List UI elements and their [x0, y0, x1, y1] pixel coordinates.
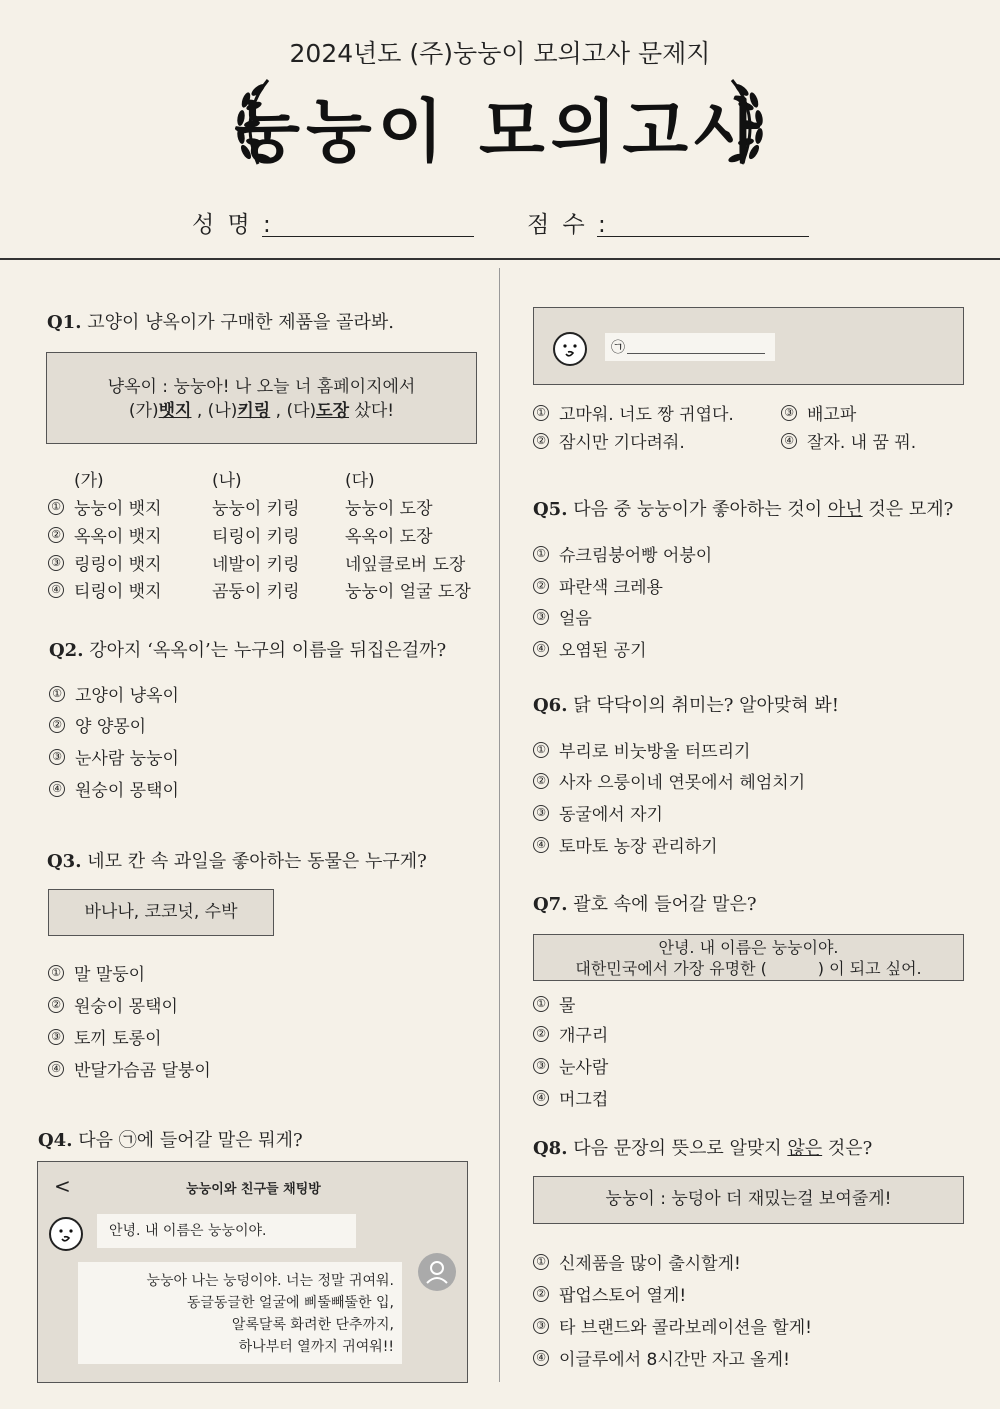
option-text: 고양이 냥옥이	[75, 686, 179, 706]
option-number: ②	[48, 527, 64, 543]
q5-text-pre: 다음 중 눙눙이가 좋아하는 것이	[573, 499, 828, 520]
q1-option-1-b: 눙눙이 키링	[212, 499, 300, 519]
option-text: 사자 으룽이네 연못에서 헤엄치기	[559, 773, 806, 793]
q4-option-3[interactable]	[781, 400, 856, 425]
chat-message-2-line: 눙눙아 나는 눙덩이야. 너는 정말 귀여워.	[146, 1273, 394, 1289]
option-text: 동굴에서 자기	[559, 805, 663, 825]
option-number: ④	[533, 641, 549, 657]
q2-option-3[interactable]	[49, 744, 179, 769]
q1-number: Q1.	[47, 312, 82, 333]
option-text: 파란색 크레용	[559, 578, 663, 598]
q7-number: Q7.	[533, 894, 568, 915]
option-number: ①	[533, 742, 549, 758]
q8-quote-box: 눙눙이 : 눙덩아 더 재밌는걸 보여줄게!	[533, 1176, 964, 1224]
back-arrow-icon[interactable]: <	[54, 1174, 71, 1198]
q7-option-3[interactable]	[533, 1053, 608, 1078]
chat-message-2-line: 알록달록 화려한 단추까지,	[231, 1317, 394, 1333]
q3-title	[47, 847, 427, 873]
q1-label-da: , (다)	[270, 401, 317, 421]
q1-word-stamp: 도장	[316, 401, 349, 421]
q8-option-4[interactable]	[533, 1345, 790, 1370]
q2-option-2[interactable]	[49, 712, 146, 737]
column-divider	[499, 268, 500, 1382]
q5-number: Q5.	[533, 499, 568, 520]
q7-title	[533, 890, 757, 916]
name-label: 성 명 :	[192, 212, 274, 238]
nungnung-face-icon	[553, 332, 587, 366]
option-text: 신제품을 많이 출시할게!	[559, 1254, 741, 1274]
q4-title	[38, 1126, 303, 1152]
option-text: 타 브랜드와 콜라보레이션을 할게!	[559, 1318, 812, 1338]
q1-label-na: , (나)	[191, 401, 238, 421]
option-text: 부리로 비눗방울 터뜨리기	[559, 742, 751, 762]
q6-number: Q6.	[533, 695, 568, 716]
q5-option-1[interactable]	[533, 541, 712, 566]
option-text: 슈크림붕어빵 어붕이	[559, 546, 713, 566]
option-number: ①	[533, 405, 549, 421]
q4-reply-box	[533, 307, 964, 385]
option-number: ③	[533, 1318, 549, 1334]
q4-option-1[interactable]	[533, 400, 734, 425]
option-number: ③	[533, 609, 549, 625]
q8-text-pre: 다음 문장의 뜻으로 알맞지	[573, 1138, 788, 1159]
q6-option-4[interactable]	[533, 832, 718, 857]
option-number: ①	[49, 686, 65, 702]
option-number: ①	[48, 499, 64, 515]
q1-option-3-b: 네발이 키링	[212, 555, 300, 575]
option-number: ③	[48, 555, 64, 571]
q5-text-emphasis: 아닌	[827, 499, 863, 520]
q7-option-1[interactable]	[533, 991, 575, 1016]
q8-title	[533, 1134, 872, 1160]
q2-title	[49, 636, 446, 662]
option-text: 개구리	[559, 1026, 609, 1046]
q1-quote-line2	[47, 399, 476, 423]
q1-option-3-c: 네잎클로버 도장	[345, 555, 466, 575]
option-text: 눈사람 눙눙이	[75, 749, 179, 769]
q6-option-3[interactable]	[533, 800, 663, 825]
q8-option-3[interactable]	[533, 1313, 812, 1338]
q5-option-4[interactable]	[533, 636, 647, 661]
option-text: 원숭이 몽택이	[75, 781, 179, 801]
q3-option-2[interactable]	[48, 992, 178, 1017]
option-text: 토마토 농장 관리하기	[559, 837, 718, 857]
q3-option-1[interactable]	[48, 960, 145, 985]
q1-option-1-c: 눙눙이 도장	[345, 499, 433, 519]
q3-text: 네모 칸 속 과일을 좋아하는 동물은 누구게?	[87, 851, 427, 872]
option-text: 원숭이 몽택이	[74, 997, 178, 1017]
option-number: ②	[533, 773, 549, 789]
option-number: ②	[533, 433, 549, 449]
option-text: 반달가슴곰 달붕이	[74, 1061, 211, 1081]
q1-word-badge: 뱃지	[158, 401, 192, 421]
option-number: ④	[48, 582, 64, 598]
option-number: ③	[48, 1029, 64, 1045]
option-number: ③	[533, 1058, 549, 1074]
q1-quote-line1: 냥옥이 : 눙눙아! 나 오늘 너 홈페이지에서	[107, 377, 416, 397]
option-number: ②	[533, 1286, 549, 1302]
chat-message-2-line: 하나부터 열까지 귀여워!!	[238, 1339, 394, 1355]
q7-option-4[interactable]	[533, 1085, 608, 1110]
option-number: ③	[533, 805, 549, 821]
exam-title: 눙눙이 모의고사	[234, 93, 766, 172]
q2-text: 강아지 ‘옥옥이’는 누구의 이름을 뒤집은걸까?	[89, 640, 447, 661]
q1-title	[47, 308, 394, 334]
option-text: 양 양몽이	[75, 717, 147, 737]
exam-subtitle: 2024년도 (주)눙눙이 모의고사 문제지	[289, 39, 711, 68]
q1-option-4-b: 곰둥이 키링	[212, 582, 300, 602]
option-text: 눈사람	[559, 1058, 609, 1078]
q8-text-emphasis: 않은	[787, 1138, 823, 1159]
q1-quote-end: 샀다!	[349, 401, 395, 421]
option-text: 잠시만 기다려줘.	[559, 433, 685, 453]
q7-option-2[interactable]	[533, 1021, 608, 1046]
option-number: ④	[49, 781, 65, 797]
option-text: 고마워. 너도 짱 귀엽다.	[559, 405, 734, 425]
q3-fruit-box: 바나나, 코코넛, 수박	[48, 889, 274, 936]
q1-option-2-b: 티링이 키링	[212, 527, 300, 547]
q1-option-1-a: 눙눙이 뱃지	[74, 499, 162, 519]
q1-option-3-a: 링링이 뱃지	[74, 555, 162, 575]
score-label: 점 수 :	[527, 212, 609, 238]
option-number: ②	[533, 578, 549, 594]
nungnung-face-icon	[49, 1217, 83, 1251]
q1-header-da: (다)	[345, 471, 375, 491]
q5-option-2[interactable]	[533, 573, 663, 598]
q8-text-post: 것은?	[822, 1138, 873, 1159]
q3-option-3[interactable]	[48, 1024, 162, 1049]
option-text: 토끼 토롱이	[74, 1029, 162, 1049]
score-field[interactable]	[597, 236, 809, 237]
chat-message-2	[78, 1262, 402, 1364]
q5-title	[533, 495, 953, 521]
q5-text-post: 것은 모게?	[862, 499, 954, 520]
q1-quote-box	[46, 352, 477, 444]
q1-option-4-c: 눙눙이 얼굴 도장	[345, 582, 471, 602]
q4-text: 다음 ㉠에 들어갈 말은 뭐게?	[78, 1130, 303, 1151]
q8-option-1[interactable]	[533, 1249, 741, 1274]
option-number: ②	[48, 997, 64, 1013]
user-avatar-icon	[418, 1253, 456, 1291]
blank-marker: ㉠	[611, 340, 625, 356]
option-text: 이글루에서 8시간만 자고 올게!	[559, 1350, 790, 1370]
option-number: ③	[49, 749, 65, 765]
q2-number: Q2.	[49, 640, 84, 661]
q4-chat-window	[37, 1161, 468, 1383]
q6-option-1[interactable]	[533, 737, 750, 762]
q3-number: Q3.	[47, 851, 82, 872]
q2-option-4[interactable]	[49, 776, 179, 801]
chat-room-title: 눙눙이와 친구들 채팅방	[186, 1182, 321, 1197]
option-number: ①	[533, 546, 549, 562]
option-number: ①	[533, 996, 549, 1012]
q1-header-na: (나)	[212, 471, 242, 491]
name-field[interactable]	[262, 236, 474, 237]
option-number: ③	[781, 405, 797, 421]
option-text: 얼음	[559, 609, 592, 629]
q4-reply-bubble	[605, 333, 775, 361]
q8-number: Q8.	[533, 1138, 568, 1159]
chat-message-1: 안녕. 내 이름은 눙눙이야.	[97, 1214, 356, 1248]
q1-option-4-a: 티링이 뱃지	[74, 582, 162, 602]
q1-label-ga: (가)	[128, 401, 159, 421]
q3-option-4[interactable]	[48, 1056, 211, 1081]
q7-quote-box	[533, 934, 964, 981]
option-number: ④	[533, 1350, 549, 1366]
q7-text: 괄호 속에 들어갈 말은?	[573, 894, 757, 915]
q5-option-3[interactable]	[533, 604, 592, 629]
option-number: ①	[533, 1254, 549, 1270]
header-divider	[0, 258, 1000, 260]
option-number: ④	[533, 1090, 549, 1106]
option-text: 물	[559, 996, 576, 1016]
q6-option-2[interactable]	[533, 768, 805, 793]
option-number: ①	[48, 965, 64, 981]
q6-title	[533, 691, 839, 717]
q1-text: 고양이 냥옥이가 구매한 제품을 골라봐.	[87, 312, 395, 333]
option-number: ④	[533, 837, 549, 853]
option-text: 팝업스토어 열게!	[559, 1286, 687, 1306]
option-number: ④	[781, 433, 797, 449]
q4-option-2[interactable]	[533, 428, 685, 453]
option-text: 말 말둥이	[74, 965, 146, 985]
option-text: 배고파	[807, 405, 857, 425]
q1-word-keyring: 키링	[237, 401, 271, 421]
q6-text: 닭 닥닥이의 취미는? 알아맞혀 봐!	[573, 695, 840, 716]
q2-option-1[interactable]	[49, 681, 179, 706]
q1-header-ga: (가)	[74, 471, 104, 491]
option-number: ②	[533, 1026, 549, 1042]
q1-option-2-c: 옥옥이 도장	[345, 527, 433, 547]
option-number: ②	[49, 717, 65, 733]
q7-quote-line2: 대한민국에서 가장 유명한 ( ) 이 되고 싶어.	[575, 959, 922, 978]
q1-option-2-a: 옥옥이 뱃지	[74, 527, 162, 547]
q7-quote-line1: 안녕. 내 이름은 눙눙이야.	[658, 938, 839, 957]
option-number: ④	[48, 1061, 64, 1077]
answer-blank-line	[627, 353, 765, 354]
option-text: 머그컵	[559, 1090, 609, 1110]
q8-option-2[interactable]	[533, 1281, 686, 1306]
chat-message-2-line: 동글동글한 얼굴에 삐뚤빼뚤한 입,	[186, 1295, 394, 1311]
q4-option-4[interactable]	[781, 428, 916, 453]
option-text: 오염된 공기	[559, 641, 647, 661]
option-text: 잘자. 내 꿈 꿔.	[807, 433, 917, 453]
q4-number: Q4.	[38, 1130, 73, 1151]
